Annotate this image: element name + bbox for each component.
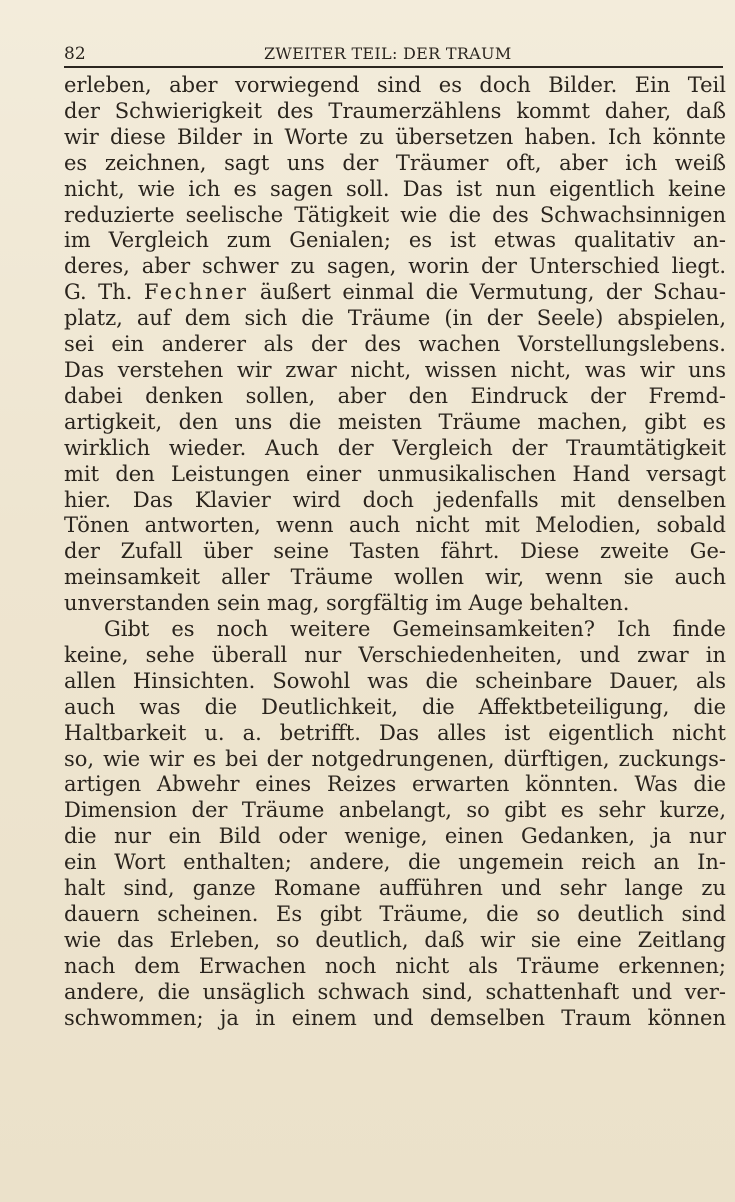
text-line-6: reduzierte seelische Tätigkeit wie die des Schwachsinnigen (64, 202, 726, 227)
text-line-3: wir diese Bilder in Worte zu übersetzen haben. Ich könnte (64, 124, 726, 149)
text-line-34: wie das Erleben, so deutlich, daß wir sie eine Zeitlang (64, 927, 726, 952)
text-line-24: allen Hinsichten. Sowohl was die scheinbare Dauer, als (64, 668, 726, 693)
text-line-21: unverstanden sein mag, sorgfältig im Auge behalten. (64, 591, 630, 616)
text-line-20: meinsamkeit aller Träume wollen wir, wenn sie auch (64, 565, 726, 590)
text-line-14: artigkeit, den uns die meisten Träume machen, gibt es (64, 409, 726, 434)
text-line-4: es zeichnen, sagt uns der Träumer oft, aber ich weiß (64, 150, 726, 175)
text-line-1: erleben, aber vorwiegend sind es doch Bilder. Ein Teil (64, 73, 726, 97)
text-line-5: nicht, wie ich es sagen soll. Das ist nun eigentlich keine (64, 176, 726, 201)
text-line-8: deres, aber schwer zu sagen, worin der Unterschied liegt. (64, 254, 726, 279)
text-line-28: artigen Abwehr eines Reizes erwarten könnten. Was die (64, 772, 726, 797)
text-line-23: keine, sehe überall nur Verschiedenheiten, und zwar in (64, 642, 726, 667)
text-line-7: im Vergleich zum Genialen; es ist etwas qualitativ an- (64, 228, 726, 253)
body-text (64, 73, 726, 1032)
text-line-12: Das verstehen wir zwar nicht, wissen nicht, was wir uns (64, 357, 726, 382)
text-line-10: platz, auf dem sich die Träume (in der Seele) abspielen, (64, 306, 726, 331)
author-name-fechner: Fechner (143, 280, 249, 305)
text-line-27: so, wie wir es bei der notgedrungenen, dürftigen, zuckungs- (64, 746, 726, 771)
text-line-18: Tönen antworten, wenn auch nicht mit Melodien, sobald (64, 513, 726, 538)
text-line-13: dabei denken sollen, aber den Eindruck der Fremd- (64, 383, 726, 408)
text-line-36: andere, die unsäglich schwach sind, schattenhaft und ver- (64, 979, 726, 1004)
text-line-17: hier. Das Klavier wird doch jedenfalls mit denselben (64, 487, 726, 512)
page-number: 82 (64, 44, 86, 64)
text-fragment: äußert einmal die Vermutung, der Schau- (248, 280, 726, 305)
text-line-19: der Zufall über seine Tasten fährt. Diese zweite Ge- (64, 539, 726, 564)
text-line-26: Haltbarkeit u. a. betrifft. Das alles ist eigentlich nicht (64, 720, 726, 745)
text-line-35: nach dem Erwachen noch nicht als Träume erkennen; (64, 953, 726, 978)
text-line-33: dauern scheinen. Es gibt Träume, die so deutlich sind (64, 902, 726, 926)
page-header (64, 40, 723, 68)
text-line-16: mit den Leistungen einer unmusikalischen Hand versagt (64, 461, 726, 486)
running-head: ZWEITER TEIL: DER TRAUM (264, 44, 512, 63)
text-line-29: Dimension der Träume anbelangt, so gibt es sehr kurze, (64, 798, 726, 823)
text-line-9 (64, 280, 726, 306)
text-fragment: G. Th. (64, 280, 144, 305)
text-line-15: wirklich wieder. Auch der Vergleich der Traumtätigkeit (64, 435, 726, 460)
text-line-22: Gibt es noch weitere Gemeinsamkeiten? Ich finde (104, 617, 726, 642)
text-line-37: schwommen; ja in einem und demselben Traum können (64, 1005, 726, 1030)
text-line-2: der Schwierigkeit des Traumerzählens kommt daher, daß (64, 98, 726, 123)
text-line-30: die nur ein Bild oder wenige, einen Gedanken, ja nur (64, 824, 726, 849)
text-line-11: sei ein anderer als der des wachen Vorstellungslebens. (64, 332, 726, 357)
text-line-32: halt sind, ganze Romane aufführen und sehr lange zu (64, 876, 726, 901)
text-line-25: auch was die Deutlichkeit, die Affektbeteiligung, die (64, 694, 726, 719)
text-line-31: ein Wort enthalten; andere, die ungemein reich an In- (64, 850, 726, 875)
